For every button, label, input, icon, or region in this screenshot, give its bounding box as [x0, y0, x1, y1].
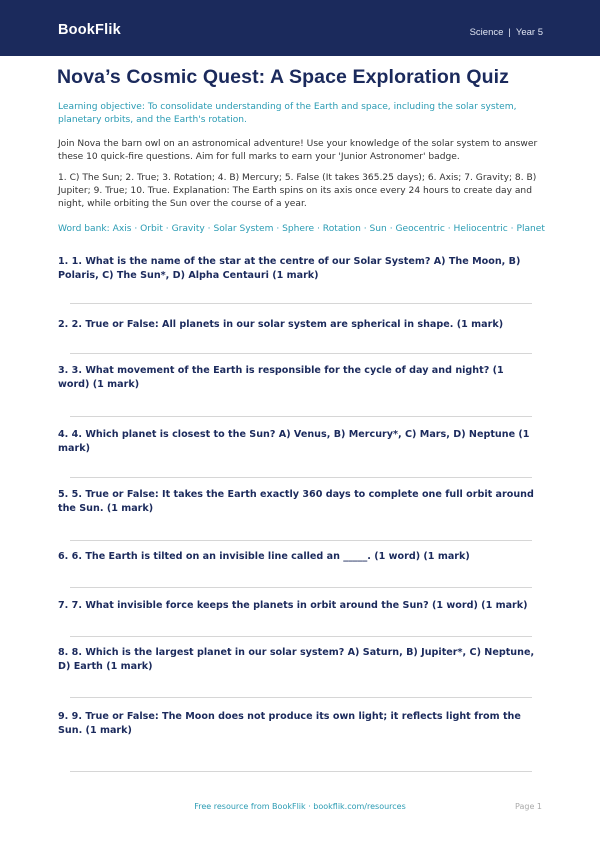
word-bank: Word bank: Axis · Orbit · Gravity · Solar System · Sphere · Rotation · Sun · Geocentric · Heliocentric · Planet — [58, 224, 545, 234]
answer-key: 1. C) The Sun; 2. True; 3. Rotation; 4. B) Mercury; 5. False (It takes 365.25 days); 6. Axis; 7. Gravity; 8. B) Jupiter; 9. True; 10. True. Explanation: The Earth spins on its axis once every 24 hours to create day and night, while orbiting the Sun over the course of a year. — [58, 173, 537, 209]
subject-label: Science — [469, 27, 504, 38]
footer-link[interactable]: Free resource from BookFlik · bookflik.com/resources — [194, 802, 406, 811]
question-7: 7. 7. What invisible force keeps the planets in orbit around the Sun? (1 word) (1 mark) — [58, 600, 528, 611]
page-title: Nova’s Cosmic Quest: A Space Exploration Quiz — [57, 66, 510, 88]
brand-logo[interactable]: BookFlik — [58, 22, 121, 38]
question-1: 1. 1. What is the name of the star at the centre of our Solar System? A) The Moon, B) Polaris, C) The Sun*, D) Alpha Centauri (1 mark) — [58, 256, 521, 281]
answer-line-4 — [70, 477, 532, 478]
learning-objective: Learning objective: To consolidate understanding of the Earth and space, including the solar system, planetary orbits, and the Earth's rotation. — [58, 102, 517, 125]
meta-separator: | — [508, 27, 511, 38]
question-4: 4. 4. Which planet is closest to the Sun? A) Venus, B) Mercury*, C) Mars, D) Neptune (1 mark) — [58, 429, 530, 454]
question-5: 5. 5. True or False: It takes the Earth exactly 360 days to complete one full orbit around the Sun. (1 mark) — [58, 489, 534, 514]
answer-line-7 — [70, 636, 532, 637]
footer-divider — [70, 771, 532, 772]
page-number: Page 1 — [515, 802, 542, 811]
question-9: 9. 9. True or False: The Moon does not produce its own light; it reflects light from the Sun. (1 mark) — [58, 711, 521, 736]
question-2: 2. 2. True or False: All planets in our solar system are spherical in shape. (1 mark) — [58, 319, 504, 330]
intro-text: Join Nova the barn owl on an astronomical adventure! Use your knowledge of the solar system to answer these 10 quick-fire questions. Aim for full marks to earn your 'Junior Astronomer' badge. — [58, 139, 538, 162]
answer-line-8 — [70, 697, 532, 698]
question-8: 8. 8. Which is the largest planet in our solar system? A) Saturn, B) Jupiter*, C) Neptune, D) Earth (1 mark) — [58, 647, 535, 672]
year-label: Year 5 — [515, 27, 543, 38]
answer-line-3 — [70, 416, 532, 417]
header-meta — [470, 27, 543, 38]
header-bar — [0, 0, 600, 56]
answer-line-5 — [70, 540, 532, 541]
answer-line-6 — [70, 587, 532, 588]
question-6: 6. 6. The Earth is tilted on an invisible line called an _____. (1 word) (1 mark) — [58, 551, 470, 562]
answer-line-1 — [70, 303, 532, 304]
question-3: 3. 3. What movement of the Earth is responsible for the cycle of day and night? (1 word) (1 mark) — [58, 365, 504, 390]
answer-line-2 — [70, 353, 532, 354]
